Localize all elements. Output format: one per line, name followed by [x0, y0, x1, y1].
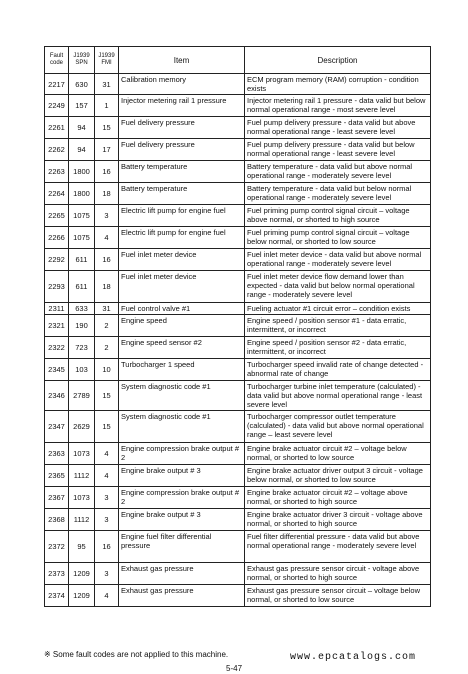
- item-cell: Exhaust gas pressure: [119, 563, 245, 585]
- spn-cell: 611: [69, 271, 95, 303]
- table-row: [45, 205, 431, 227]
- table-row: [45, 271, 431, 303]
- description-cell: Fuel inlet meter device - data valid but above normal operational range - moderately severe level: [245, 249, 431, 271]
- fmi-cell: 16: [95, 161, 119, 183]
- description-cell: Exhaust gas pressure sensor circuit - voltage above normal, or shorted to high source: [245, 563, 431, 585]
- header-fault-code: Fault code: [45, 47, 69, 74]
- description-cell: Fuel filter differential pressure - data valid but above normal operational range - moderately severe level: [245, 531, 431, 563]
- spn-cell: 633: [69, 303, 95, 315]
- fmi-cell: 31: [95, 74, 119, 95]
- description-cell: Fuel pump delivery pressure - data valid but above normal operational range - least severe level: [245, 117, 431, 139]
- fault-code-cell: 2265: [45, 205, 69, 227]
- table-row: [45, 443, 431, 465]
- table-row: [45, 249, 431, 271]
- fault-code-cell: 2372: [45, 531, 69, 563]
- fault-code-cell: 2293: [45, 271, 69, 303]
- item-cell: Battery temperature: [119, 161, 245, 183]
- fmi-cell: 18: [95, 271, 119, 303]
- spn-cell: 1075: [69, 205, 95, 227]
- header-spn: J1939 SPN: [69, 47, 95, 74]
- spn-cell: 95: [69, 531, 95, 563]
- item-cell: Turbocharger 1 speed: [119, 359, 245, 381]
- table-row: [45, 161, 431, 183]
- item-cell: Engine compression brake output # 2: [119, 443, 245, 465]
- description-cell: Engine brake actuator driver output 3 circuit - voltage below normal, or shorted to low source: [245, 465, 431, 487]
- table-row: [45, 563, 431, 585]
- fault-code-cell: 2264: [45, 183, 69, 205]
- spn-cell: 1073: [69, 487, 95, 509]
- fmi-cell: 1: [95, 95, 119, 117]
- description-cell: Engine speed / position sensor #1 - data erratic, intermittent, or incorrect: [245, 315, 431, 337]
- item-cell: Engine compression brake output # 2: [119, 487, 245, 509]
- item-cell: Fuel delivery pressure: [119, 117, 245, 139]
- fault-code-cell: 2322: [45, 337, 69, 359]
- spn-cell: 157: [69, 95, 95, 117]
- fmi-cell: 31: [95, 303, 119, 315]
- description-cell: Fuel priming pump control signal circuit – voltage below normal, or shorted to low source: [245, 227, 431, 249]
- description-cell: Battery temperature - data valid but above normal operational range - moderately severe level: [245, 161, 431, 183]
- table-row: [45, 465, 431, 487]
- description-cell: Fueling actuator #1 circuit error – condition exists: [245, 303, 431, 315]
- item-cell: Engine brake output # 3: [119, 509, 245, 531]
- spn-cell: 190: [69, 315, 95, 337]
- table-row: [45, 95, 431, 117]
- item-cell: Engine speed sensor #2: [119, 337, 245, 359]
- fault-code-cell: 2292: [45, 249, 69, 271]
- table-row: [45, 183, 431, 205]
- watermark: www.epcatalogs.com: [290, 652, 417, 663]
- fault-code-table: [44, 46, 431, 607]
- spn-cell: 1209: [69, 585, 95, 607]
- fault-code-cell: 2311: [45, 303, 69, 315]
- table-row: [45, 381, 431, 411]
- description-cell: ECM program memory (RAM) corruption - condition exists: [245, 74, 431, 95]
- description-cell: Turbocharger speed invalid rate of change detected - abnormal rate of change: [245, 359, 431, 381]
- description-cell: Fuel inlet meter device flow demand lower than expected - data valid but below normal operational range - moderately severe level: [245, 271, 431, 303]
- fmi-cell: 3: [95, 487, 119, 509]
- item-cell: System diagnostic code #1: [119, 411, 245, 443]
- fault-code-cell: 2321: [45, 315, 69, 337]
- spn-cell: 2789: [69, 381, 95, 411]
- fmi-cell: 15: [95, 411, 119, 443]
- table-row: [45, 585, 431, 607]
- table-header-row: [45, 47, 431, 74]
- fmi-cell: 16: [95, 249, 119, 271]
- spn-cell: 630: [69, 74, 95, 95]
- description-cell: Engine speed / position sensor #2 - data erratic, intermittent, or incorrect: [245, 337, 431, 359]
- description-cell: Engine brake actuator driver 3 circuit - voltage above normal, or shorted to high source: [245, 509, 431, 531]
- spn-cell: 1209: [69, 563, 95, 585]
- description-cell: Battery temperature - data valid but below normal operational range - moderately severe level: [245, 183, 431, 205]
- item-cell: Electric lift pump for engine fuel: [119, 227, 245, 249]
- item-cell: Fuel inlet meter device: [119, 249, 245, 271]
- table-row: [45, 359, 431, 381]
- table-row: [45, 337, 431, 359]
- item-cell: Engine brake output # 3: [119, 465, 245, 487]
- fault-code-cell: 2263: [45, 161, 69, 183]
- fault-code-cell: 2266: [45, 227, 69, 249]
- spn-cell: 1112: [69, 509, 95, 531]
- description-cell: Turbocharger turbine inlet temperature (calculated) - data valid but above normal operational range - least severe level: [245, 381, 431, 411]
- header-fmi: J1939 FMI: [95, 47, 119, 74]
- fmi-cell: 18: [95, 183, 119, 205]
- table-row: [45, 117, 431, 139]
- fault-code-cell: 2365: [45, 465, 69, 487]
- item-cell: Battery temperature: [119, 183, 245, 205]
- page-number: 5-47: [226, 664, 243, 673]
- table-row: [45, 227, 431, 249]
- item-cell: Electric lift pump for engine fuel: [119, 205, 245, 227]
- fmi-cell: 15: [95, 117, 119, 139]
- spn-cell: 94: [69, 117, 95, 139]
- item-cell: System diagnostic code #1: [119, 381, 245, 411]
- spn-cell: 723: [69, 337, 95, 359]
- fmi-cell: 3: [95, 563, 119, 585]
- table-row: [45, 531, 431, 563]
- fmi-cell: 17: [95, 139, 119, 161]
- description-cell: Fuel priming pump control signal circuit – voltage above normal, or shorted to high source: [245, 205, 431, 227]
- table-row: [45, 303, 431, 315]
- fault-code-cell: 2262: [45, 139, 69, 161]
- fmi-cell: 3: [95, 205, 119, 227]
- spn-cell: 1112: [69, 465, 95, 487]
- table-row: [45, 315, 431, 337]
- item-cell: Engine speed: [119, 315, 245, 337]
- table-row: [45, 74, 431, 95]
- fmi-cell: 4: [95, 227, 119, 249]
- fault-code-cell: 2345: [45, 359, 69, 381]
- header-description: Description: [245, 47, 431, 74]
- fmi-cell: 2: [95, 337, 119, 359]
- fault-code-cell: 2368: [45, 509, 69, 531]
- item-cell: Engine fuel filter differential pressure: [119, 531, 245, 563]
- fault-code-cell: 2217: [45, 74, 69, 95]
- table-row: [45, 411, 431, 443]
- fmi-cell: 15: [95, 381, 119, 411]
- description-cell: Injector metering rail 1 pressure - data valid but below normal operational range - most severe level: [245, 95, 431, 117]
- spn-cell: 103: [69, 359, 95, 381]
- fmi-cell: 10: [95, 359, 119, 381]
- fault-code-cell: 2374: [45, 585, 69, 607]
- description-cell: Engine brake actuator circuit #2 – voltage above normal, or shorted to high source: [245, 487, 431, 509]
- item-cell: Calibration memory: [119, 74, 245, 95]
- fmi-cell: 3: [95, 509, 119, 531]
- item-cell: Fuel inlet meter device: [119, 271, 245, 303]
- spn-cell: 1073: [69, 443, 95, 465]
- fmi-cell: 16: [95, 531, 119, 563]
- table-row: [45, 487, 431, 509]
- spn-cell: 1075: [69, 227, 95, 249]
- fmi-cell: 4: [95, 465, 119, 487]
- description-cell: Engine brake actuator circuit #2 – voltage below normal, or shorted to low source: [245, 443, 431, 465]
- spn-cell: 1800: [69, 183, 95, 205]
- table-row: [45, 509, 431, 531]
- fault-code-cell: 2347: [45, 411, 69, 443]
- header-item: Item: [119, 47, 245, 74]
- fmi-cell: 2: [95, 315, 119, 337]
- description-cell: Exhaust gas pressure sensor circuit – voltage below normal, or shorted to low source: [245, 585, 431, 607]
- item-cell: Fuel delivery pressure: [119, 139, 245, 161]
- footnote: ※ Some fault codes are not applied to this machine.: [44, 650, 229, 659]
- description-cell: Fuel pump delivery pressure - data valid but below normal operational range - least severe level: [245, 139, 431, 161]
- spn-cell: 1800: [69, 161, 95, 183]
- fault-code-cell: 2261: [45, 117, 69, 139]
- fault-code-cell: 2346: [45, 381, 69, 411]
- spn-cell: 611: [69, 249, 95, 271]
- item-cell: Fuel control valve #1: [119, 303, 245, 315]
- fault-code-cell: 2373: [45, 563, 69, 585]
- fault-code-cell: 2249: [45, 95, 69, 117]
- spn-cell: 94: [69, 139, 95, 161]
- item-cell: Exhaust gas pressure: [119, 585, 245, 607]
- spn-cell: 2629: [69, 411, 95, 443]
- fmi-cell: 4: [95, 585, 119, 607]
- table-row: [45, 139, 431, 161]
- item-cell: Injector metering rail 1 pressure: [119, 95, 245, 117]
- fault-code-cell: 2367: [45, 487, 69, 509]
- fmi-cell: 4: [95, 443, 119, 465]
- description-cell: Turbocharger compressor outlet temperature (calculated) - data valid but above normal operational range – least severe level: [245, 411, 431, 443]
- fault-code-cell: 2363: [45, 443, 69, 465]
